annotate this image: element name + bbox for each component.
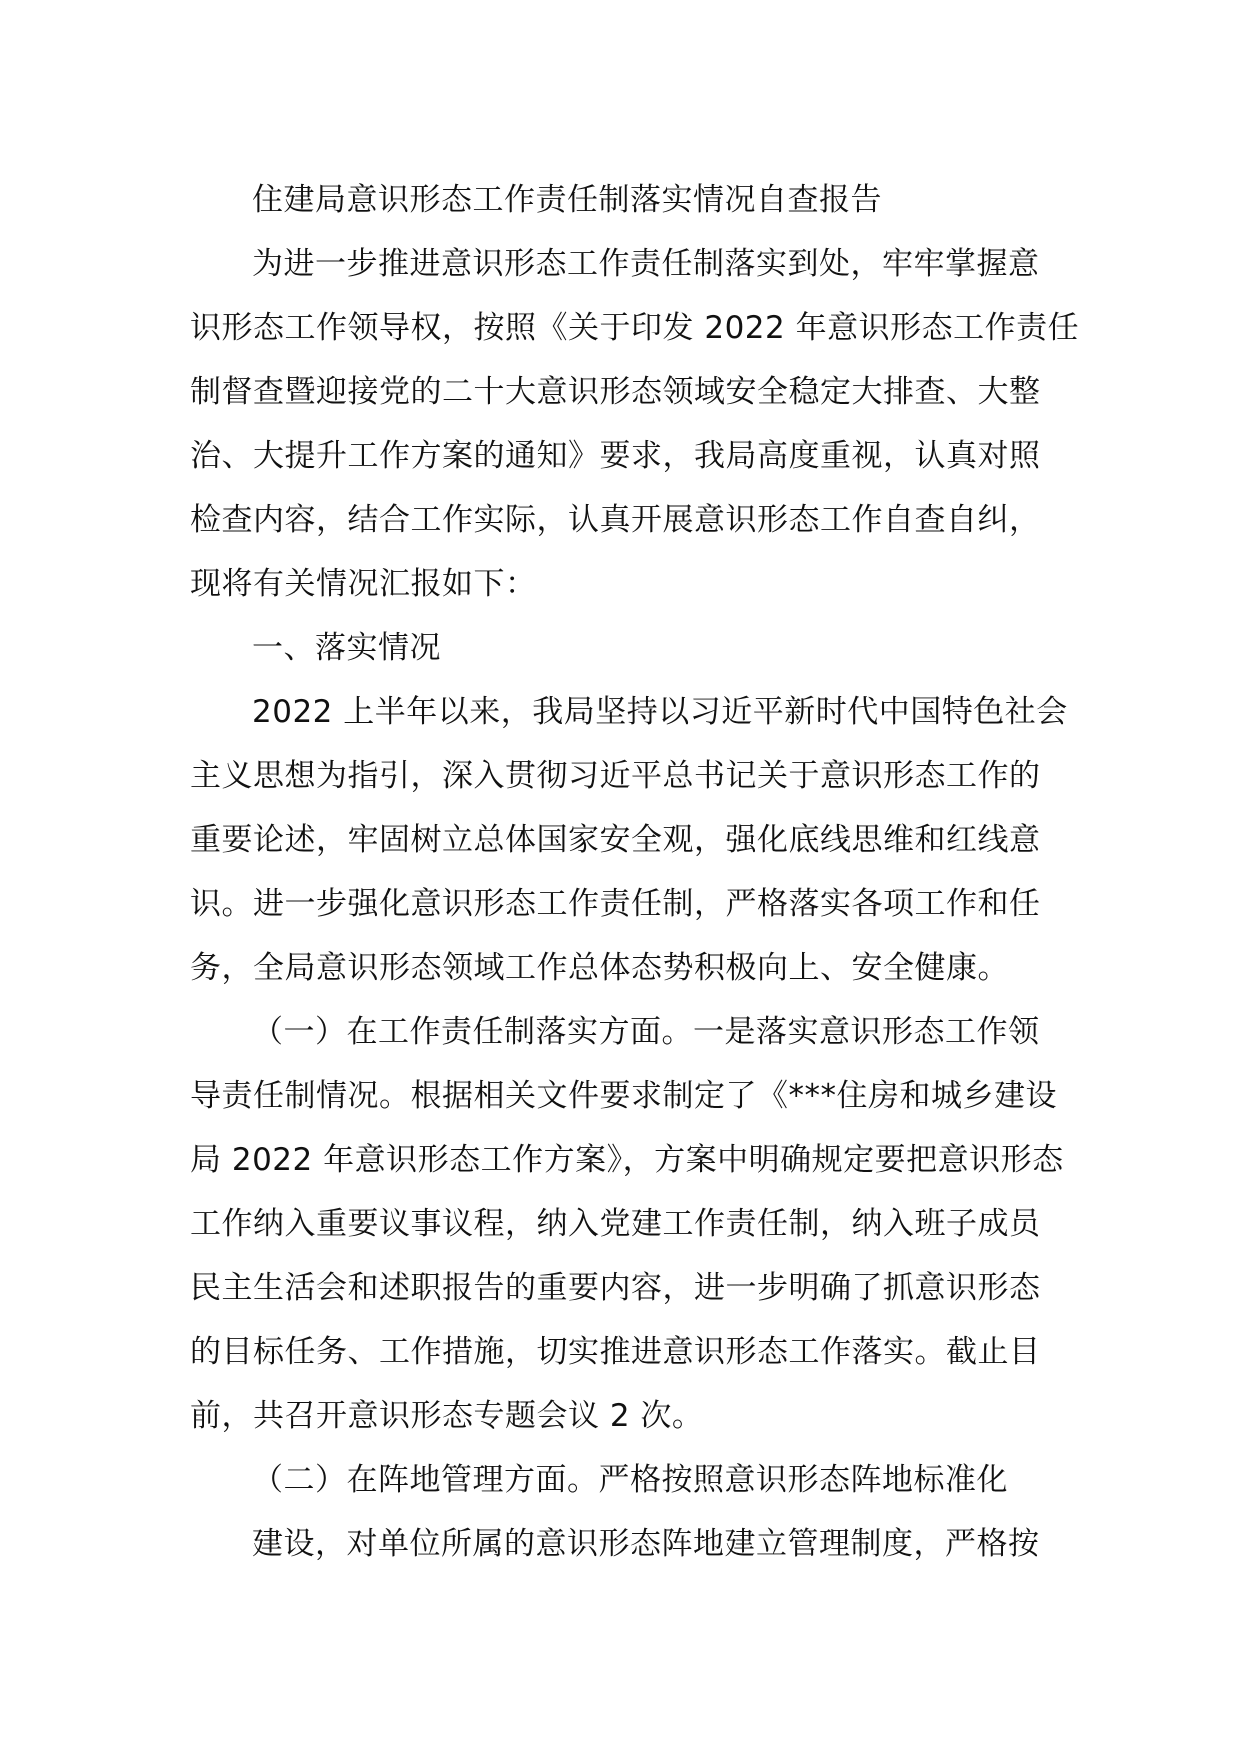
paragraph-line: 主义思想为指引，深入贯彻习近平总书记关于意识形态工作的 — [190, 758, 1041, 794]
paragraph-line: 工作纳入重要议事议程，纳入党建工作责任制，纳入班子成员 — [190, 1206, 1041, 1242]
paragraph-line: 检查内容，结合工作实际，认真开展意识形态工作自查自纠， — [190, 502, 1041, 538]
section-heading: 一、落实情况 — [252, 630, 441, 666]
paragraph-line: 务，全局意识形态领域工作总体态势积极向上、安全健康。 — [190, 950, 1009, 986]
paragraph-line: 局 2022 年意识形态工作方案》，方案中明确规定要把意识形态 — [190, 1142, 1064, 1178]
document-title: 住建局意识形态工作责任制落实情况自查报告 — [252, 182, 882, 218]
paragraph-line: 建设，对单位所属的意识形态阵地建立管理制度，严格按 — [252, 1526, 1040, 1562]
paragraph-line: 治、大提升工作方案的通知》要求，我局高度重视，认真对照 — [190, 438, 1041, 474]
paragraph-line: 识形态工作领导权，按照《关于印发 2022 年意识形态工作责任 — [190, 310, 1080, 346]
paragraph-line: （二）在阵地管理方面。严格按照意识形态阵地标准化 — [252, 1462, 1008, 1498]
paragraph-line: 2022 上半年以来，我局坚持以习近平新时代中国特色社会 — [252, 694, 1068, 730]
document-body — [190, 168, 1080, 1576]
paragraph-line: 制督查暨迎接党的二十大意识形态领域安全稳定大排查、大整 — [190, 374, 1041, 410]
paragraph-line: 现将有关情况汇报如下： — [190, 566, 537, 602]
paragraph-line: 导责任制情况。根据相关文件要求制定了《***住房和城乡建设 — [190, 1078, 1057, 1114]
paragraph-line: 民主生活会和述职报告的重要内容，进一步明确了抓意识形态 — [190, 1270, 1041, 1306]
paragraph-line: 的目标任务、工作措施，切实推进意识形态工作落实。截止目 — [190, 1334, 1041, 1370]
paragraph-line: 重要论述，牢固树立总体国家安全观，强化底线思维和红线意 — [190, 822, 1041, 858]
paragraph-line: 前，共召开意识形态专题会议 2 次。 — [190, 1398, 704, 1434]
paragraph-line: 识。进一步强化意识形态工作责任制，严格落实各项工作和任 — [190, 886, 1041, 922]
paragraph-line: 为进一步推进意识形态工作责任制落实到处，牢牢掌握意 — [252, 246, 1040, 282]
paragraph-line: （一）在工作责任制落实方面。一是落实意识形态工作领 — [252, 1014, 1040, 1050]
